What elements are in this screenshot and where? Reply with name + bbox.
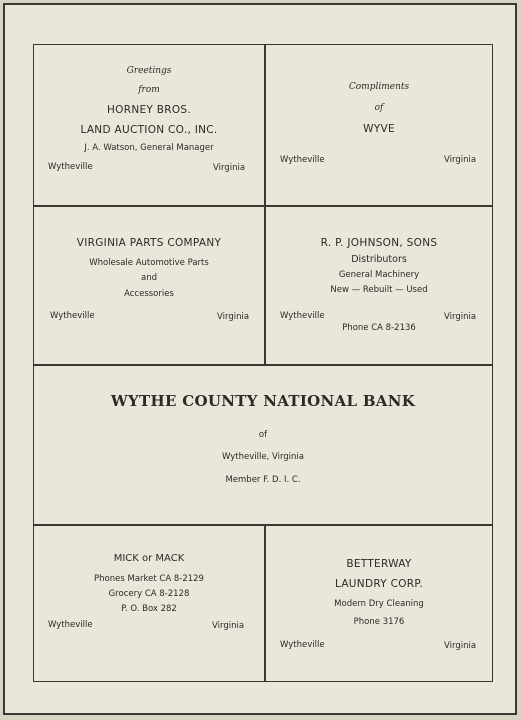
city-text: Wytheville [48,620,93,630]
ad-wyve [265,44,493,206]
bank-location: Wytheville, Virginia [221,452,305,462]
description-line-2: General Machinery [338,270,420,280]
company-name-2: LAUNDRY CORP. [334,578,424,590]
phone-grocery: Grocery CA 8-2128 [108,589,190,599]
company-name: MICK or MACK [113,553,185,564]
ad-mick-or-mack [33,525,265,682]
city-text: Wytheville [48,162,93,172]
phone-text: Phone CA 8-2136 [342,323,416,333]
ad-horney-bros [33,44,265,206]
company-name-2: LAND AUCTION CO., INC. [80,124,218,136]
description-line-3: New — Rebuilt — Used [330,285,428,295]
company-name: VIRGINIA PARTS COMPANY [76,237,222,249]
state-text: Virginia [444,312,477,322]
po-box: P. O. Box 282 [121,604,177,614]
bank-name: WYTHE COUNTY NATIONAL BANK [110,392,416,410]
bank-member: Member F. D. I. C. [225,475,301,485]
ad-wythe-county-bank [33,365,493,525]
description-line-2: and [141,273,157,283]
ad-grid [33,44,493,682]
description-line-1: Distributors [351,254,407,265]
state-text: Virginia [213,163,246,173]
state-text: Virginia [444,155,477,165]
state-text: Virginia [212,621,245,631]
ad-rp-johnson [265,206,493,365]
greeting-text: Greetings [126,66,172,76]
manager-text: J. A. Watson, General Manager [84,143,214,153]
greeting-from: from [138,85,160,95]
company-name: R. P. JOHNSON, SONS [320,237,438,249]
description-line-3: Accessories [124,289,174,299]
city-text: Wytheville [280,155,325,165]
company-name: WYVE [363,123,395,135]
city-text: Wytheville [50,311,95,321]
ad-virginia-parts [33,206,265,365]
state-text: Virginia [444,641,477,651]
company-name: HORNEY BROS. [106,104,192,116]
phone-text: Phone 3176 [353,617,405,627]
bank-of: of [258,430,268,440]
city-text: Wytheville [280,311,325,321]
phone-market: Phones Market CA 8-2129 [94,574,204,584]
company-name: BETTERWAY [346,558,412,570]
greeting-of: of [374,103,384,113]
ad-betterway [265,525,493,682]
description-line-1: Wholesale Automotive Parts [89,258,209,268]
city-text: Wytheville [280,640,325,650]
service-text: Modern Dry Cleaning [334,599,424,609]
page [3,3,517,715]
state-text: Virginia [217,312,250,322]
greeting-text: Compliments [348,82,410,92]
